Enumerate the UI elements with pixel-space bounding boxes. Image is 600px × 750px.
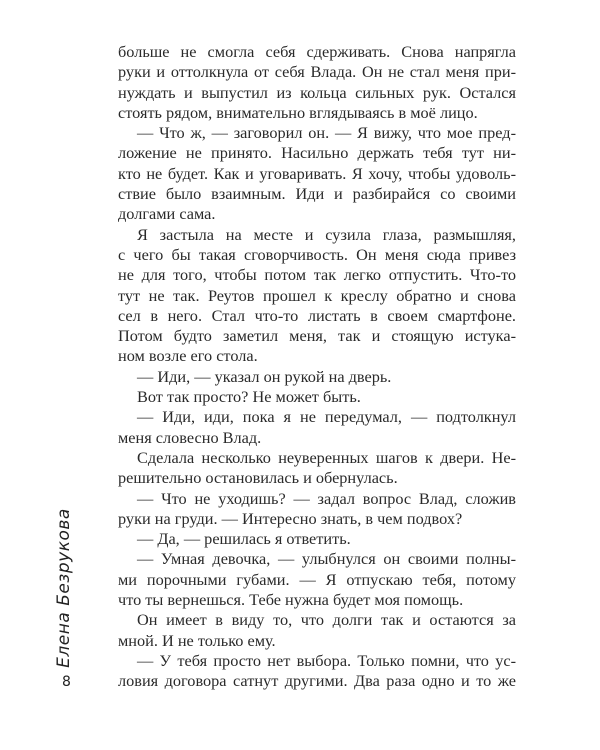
text-line: не для того, чтобы потом так легко отпустить. Что-то xyxy=(118,265,516,285)
body-text xyxy=(118,42,516,692)
text-line: с чего бы такая сговорчивость. Он меня сюда привез xyxy=(118,244,516,264)
text-line: сел в него. Стал что-то листать в своем смартфоне. xyxy=(118,305,516,325)
text-line: — Да, — решилась я ответить. xyxy=(137,529,351,549)
text-line: нуждать и выпустил из кольца сильных рук. Остался xyxy=(118,82,516,102)
text-line: Сделала несколько неуверенных шагов к двери. Не- xyxy=(137,447,516,467)
text-line: решительно остановилась и обернулась. xyxy=(118,468,398,488)
text-line: мной. И не только ему. xyxy=(118,630,276,650)
text-line: — Что ж, — заговорил он. — Я вижу, что мое пред- xyxy=(137,123,516,143)
text-line: — Иди, иди, пока я не передумал, — подтолкнул xyxy=(137,407,516,427)
text-line: ловия договора сатнут другими. Два раза одно и то же xyxy=(118,671,516,691)
text-line: руки на груди. — Интересно знать, в чем подвох? xyxy=(118,508,463,528)
text-line: ствие было взаимным. Иди и разбирайся со своими xyxy=(118,184,516,204)
text-line: — У тебя просто нет выбора. Только помни, что ус- xyxy=(137,650,516,670)
text-line: ми порочными губами. — Я отпускаю тебя, потому xyxy=(118,569,516,589)
text-line: ложение не принято. Насильно держать тебя тут ни- xyxy=(118,143,516,163)
text-line: Я застыла на месте и сузила глаза, размышляя, xyxy=(137,224,516,244)
running-head-author: Елена Безрукова xyxy=(54,508,74,668)
text-line: руки и оттолкнула от себя Влада. Он не стал меня при- xyxy=(118,62,516,82)
text-line: долгами сама. xyxy=(118,204,216,224)
page-number: 8 xyxy=(62,674,71,690)
text-line: стоять рядом, внимательно вглядываясь в моё лицо. xyxy=(118,102,478,122)
text-line: — Умная девочка, — улыбнулся он своими полны- xyxy=(137,549,516,569)
text-line: Он имеет в виду то, что долги так и остаются за xyxy=(137,610,516,630)
text-line: — Иди, — указал он рукой на дверь. xyxy=(137,366,392,386)
text-line: тут не так. Реутов прошел к креслу обратно и снова xyxy=(118,285,516,305)
text-line: кто не будет. Как и уговаривать. Я хочу, чтобы удоволь- xyxy=(118,163,516,183)
text-line: Вот так просто? Не может быть. xyxy=(137,387,361,407)
text-line: ном возле его стола. xyxy=(118,346,258,366)
text-line: — Что не уходишь? — задал вопрос Влад, сложив xyxy=(137,488,516,508)
text-line: меня словесно Влад. xyxy=(118,427,262,447)
text-line: что ты вернешься. Тебе нужна будет моя помощь. xyxy=(118,590,464,610)
text-line: больше не смогла себя сдерживать. Снова напрягла xyxy=(118,42,516,61)
text-line: Потом будто заметил меня, так и стоящую истука- xyxy=(118,326,516,346)
